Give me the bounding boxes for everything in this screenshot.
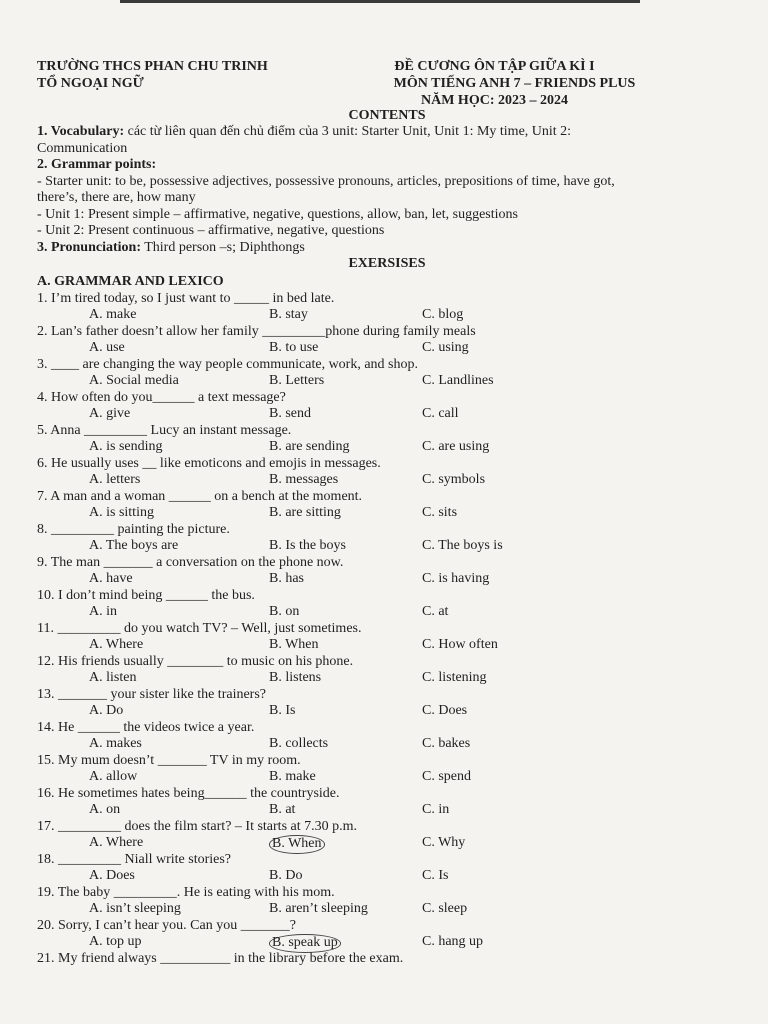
question-item (37, 753, 737, 786)
option-b: B. at (269, 802, 296, 817)
option-a: A. Do (89, 703, 124, 718)
question-text: 5. Anna _________ Lucy an instant message. (37, 422, 292, 438)
answer-options (37, 736, 737, 753)
question-item (37, 522, 737, 555)
question-text: 15. My mum doesn’t _______ TV in my room. (37, 752, 301, 768)
question-item (37, 951, 737, 968)
option-b: B. aren’t sleeping (269, 901, 368, 916)
option-a: A. Does (89, 868, 135, 883)
option-b: B. Is the boys (269, 538, 346, 553)
document-header (37, 58, 737, 108)
exercises-heading: EXERSISES (348, 256, 426, 271)
question-item (37, 588, 737, 621)
question-text: 17. _________ does the film start? – It starts at 7.30 p.m. (37, 818, 358, 834)
question-list (37, 291, 737, 968)
answer-options (37, 604, 737, 621)
department-name: TỔ NGOẠI NGỮ (37, 76, 144, 91)
question-text: 7. A man and a woman ______ on a bench at the moment. (37, 488, 363, 504)
answer-options (37, 703, 737, 720)
answer-options (37, 637, 737, 654)
option-c: C. listening (422, 670, 487, 685)
title-block (352, 58, 637, 109)
option-c: C. spend (422, 769, 471, 784)
answer-options (37, 769, 737, 786)
option-b: B. When (269, 637, 319, 652)
question-text: 20. Sorry, I can’t hear you. Can you _______? (37, 917, 296, 933)
option-c: C. blog (422, 307, 464, 322)
question-text: 21. My friend always __________ in the library before the exam. (37, 950, 404, 966)
option-a: A. give (89, 406, 131, 421)
option-a: A. have (89, 571, 133, 586)
question-item (37, 786, 737, 819)
answer-options (37, 934, 737, 951)
question-text: 12. His friends usually ________ to music on his phone. (37, 653, 354, 669)
option-a: A. Social media (89, 373, 179, 388)
option-a: A. isn’t sleeping (89, 901, 181, 916)
school-name: TRƯỜNG THCS PHAN CHU TRINH (37, 59, 268, 74)
vocabulary-text: các từ liên quan đến chủ điểm của 3 unit: Starter Unit, Unit 1: My time, Unit 2: (124, 124, 572, 139)
question-text: 4. How often do you______ a text message? (37, 389, 286, 405)
option-b: B. are sitting (269, 505, 341, 520)
question-item (37, 489, 737, 522)
question-item (37, 819, 737, 852)
answer-options (37, 901, 737, 918)
option-b: B. Do (269, 868, 303, 883)
question-item (37, 654, 737, 687)
question-item (37, 852, 737, 885)
option-b: B. Letters (269, 373, 325, 388)
option-a: A. letters (89, 472, 141, 487)
question-item (37, 357, 737, 390)
option-a: A. Where (89, 637, 144, 652)
option-a: A. The boys are (89, 538, 179, 553)
pronunciation-line (37, 240, 737, 257)
contents-section (37, 124, 737, 256)
option-c: C. Why (422, 835, 466, 850)
option-b: B. stay (269, 307, 308, 322)
vocabulary-label: 1. Vocabulary: (37, 124, 125, 139)
option-b-circled: B. When (269, 835, 325, 854)
option-b: B. Is (269, 703, 296, 718)
answer-options (37, 472, 737, 489)
option-c: C. is having (422, 571, 490, 586)
grammar-unit1: - Unit 1: Present simple – affirmative, negative, questions, allow, ban, let, suggestions (37, 206, 518, 222)
option-b: B. has (269, 571, 304, 586)
option-b: B. are sending (269, 439, 350, 454)
document-page (37, 58, 737, 967)
question-text: 16. He sometimes hates being______ the countryside. (37, 785, 340, 801)
option-c: C. are using (422, 439, 490, 454)
contents-heading: CONTENTS (348, 108, 426, 123)
grammar-label: 2. Grammar points: (37, 157, 157, 172)
answer-options (37, 835, 737, 852)
option-b: B. collects (269, 736, 329, 751)
question-item (37, 555, 737, 588)
option-a: A. top up (89, 934, 142, 949)
option-a: A. make (89, 307, 137, 322)
school-year: NĂM HỌC: 2023 – 2024 (421, 93, 568, 108)
question-item (37, 423, 737, 456)
question-item (37, 885, 737, 918)
option-a: A. use (89, 340, 125, 355)
question-text: 2. Lan’s father doesn’t allow her family _________phone during family meals (37, 323, 476, 339)
question-text: 11. _________ do you watch TV? – Well, just sometimes. (37, 620, 362, 636)
option-b-circled: B. speak up (269, 934, 341, 953)
option-a: A. makes (89, 736, 142, 751)
option-c: C. symbols (422, 472, 486, 487)
question-text: 8. _________ painting the picture. (37, 521, 230, 537)
question-text: 10. I don’t mind being ______ the bus. (37, 587, 255, 603)
option-a: A. allow (89, 769, 138, 784)
document-title: ĐỀ CƯƠNG ÔN TẬP GIỮA KÌ I (394, 59, 595, 74)
vocabulary-line (37, 124, 737, 141)
answer-options (37, 406, 737, 423)
question-item (37, 324, 737, 357)
answer-options (37, 373, 737, 390)
question-item (37, 390, 737, 423)
pronunciation-label: 3. Pronunciation: (37, 239, 141, 255)
option-c: C. bakes (422, 736, 471, 751)
option-b: B. send (269, 406, 311, 421)
question-item (37, 720, 737, 753)
question-text: 6. He usually uses __ like emoticons and emojis in messages. (37, 455, 381, 471)
grammar-unit2: - Unit 2: Present continuous – affirmative, negative, questions (37, 223, 385, 238)
vocabulary-text-cont: Communication (37, 140, 128, 156)
question-text: 3. ____ are changing the way people communicate, work, and shop. (37, 356, 419, 372)
option-c: C. The boys is (422, 538, 503, 553)
option-c: C. sleep (422, 901, 468, 916)
option-b: B. to use (269, 340, 319, 355)
answer-options (37, 538, 737, 555)
option-a: A. is sitting (89, 505, 154, 520)
option-c: C. Is (422, 868, 449, 883)
answer-options (37, 439, 737, 456)
answer-options (37, 802, 737, 819)
question-item (37, 918, 737, 951)
option-b: B. messages (269, 472, 339, 487)
question-text: 1. I’m tired today, so I just want to _____ in bed late. (37, 290, 335, 306)
option-c: C. Does (422, 703, 468, 718)
option-a: A. is sending (89, 439, 163, 454)
answer-options (37, 868, 737, 885)
option-c: C. using (422, 340, 469, 355)
question-item (37, 456, 737, 489)
option-c: C. sits (422, 505, 458, 520)
answer-options (37, 307, 737, 324)
option-c: C. at (422, 604, 449, 619)
grammar-starter: - Starter unit: to be, possessive adjectives, possessive pronouns, articles, prepositions of time, have got, (37, 173, 615, 189)
option-c: C. in (422, 802, 450, 817)
question-text: 13. _______ your sister like the trainers? (37, 686, 267, 702)
option-c: C. How often (422, 637, 498, 652)
section-a-heading: A. GRAMMAR AND LEXICO (37, 274, 224, 289)
answer-options (37, 505, 737, 522)
school-block (37, 58, 268, 92)
question-text: 19. The baby _________. He is eating with his mom. (37, 884, 335, 900)
option-c: C. call (422, 406, 459, 421)
subject-title: MÔN TIẾNG ANH 7 – FRIENDS PLUS (393, 76, 636, 91)
option-b: B. listens (269, 670, 322, 685)
answer-options (37, 571, 737, 588)
answer-options (37, 670, 737, 687)
question-text: 14. He ______ the videos twice a year. (37, 719, 255, 735)
option-c: C. hang up (422, 934, 484, 949)
option-a: A. Where (89, 835, 144, 850)
question-item (37, 291, 737, 324)
question-item (37, 621, 737, 654)
top-border (120, 0, 640, 3)
answer-options (37, 340, 737, 357)
grammar-starter-cont: there’s, there are, how many (37, 190, 196, 205)
option-a: A. on (89, 802, 121, 817)
option-a: A. in (89, 604, 117, 619)
option-b: B. make (269, 769, 316, 784)
option-c: C. Landlines (422, 373, 494, 388)
question-text: 9. The man _______ a conversation on the phone now. (37, 554, 344, 570)
pronunciation-text: Third person –s; Diphthongs (140, 239, 305, 255)
question-text: 18. _________ Niall write stories? (37, 851, 232, 867)
option-b: B. on (269, 604, 300, 619)
option-a: A. listen (89, 670, 137, 685)
question-item (37, 687, 737, 720)
